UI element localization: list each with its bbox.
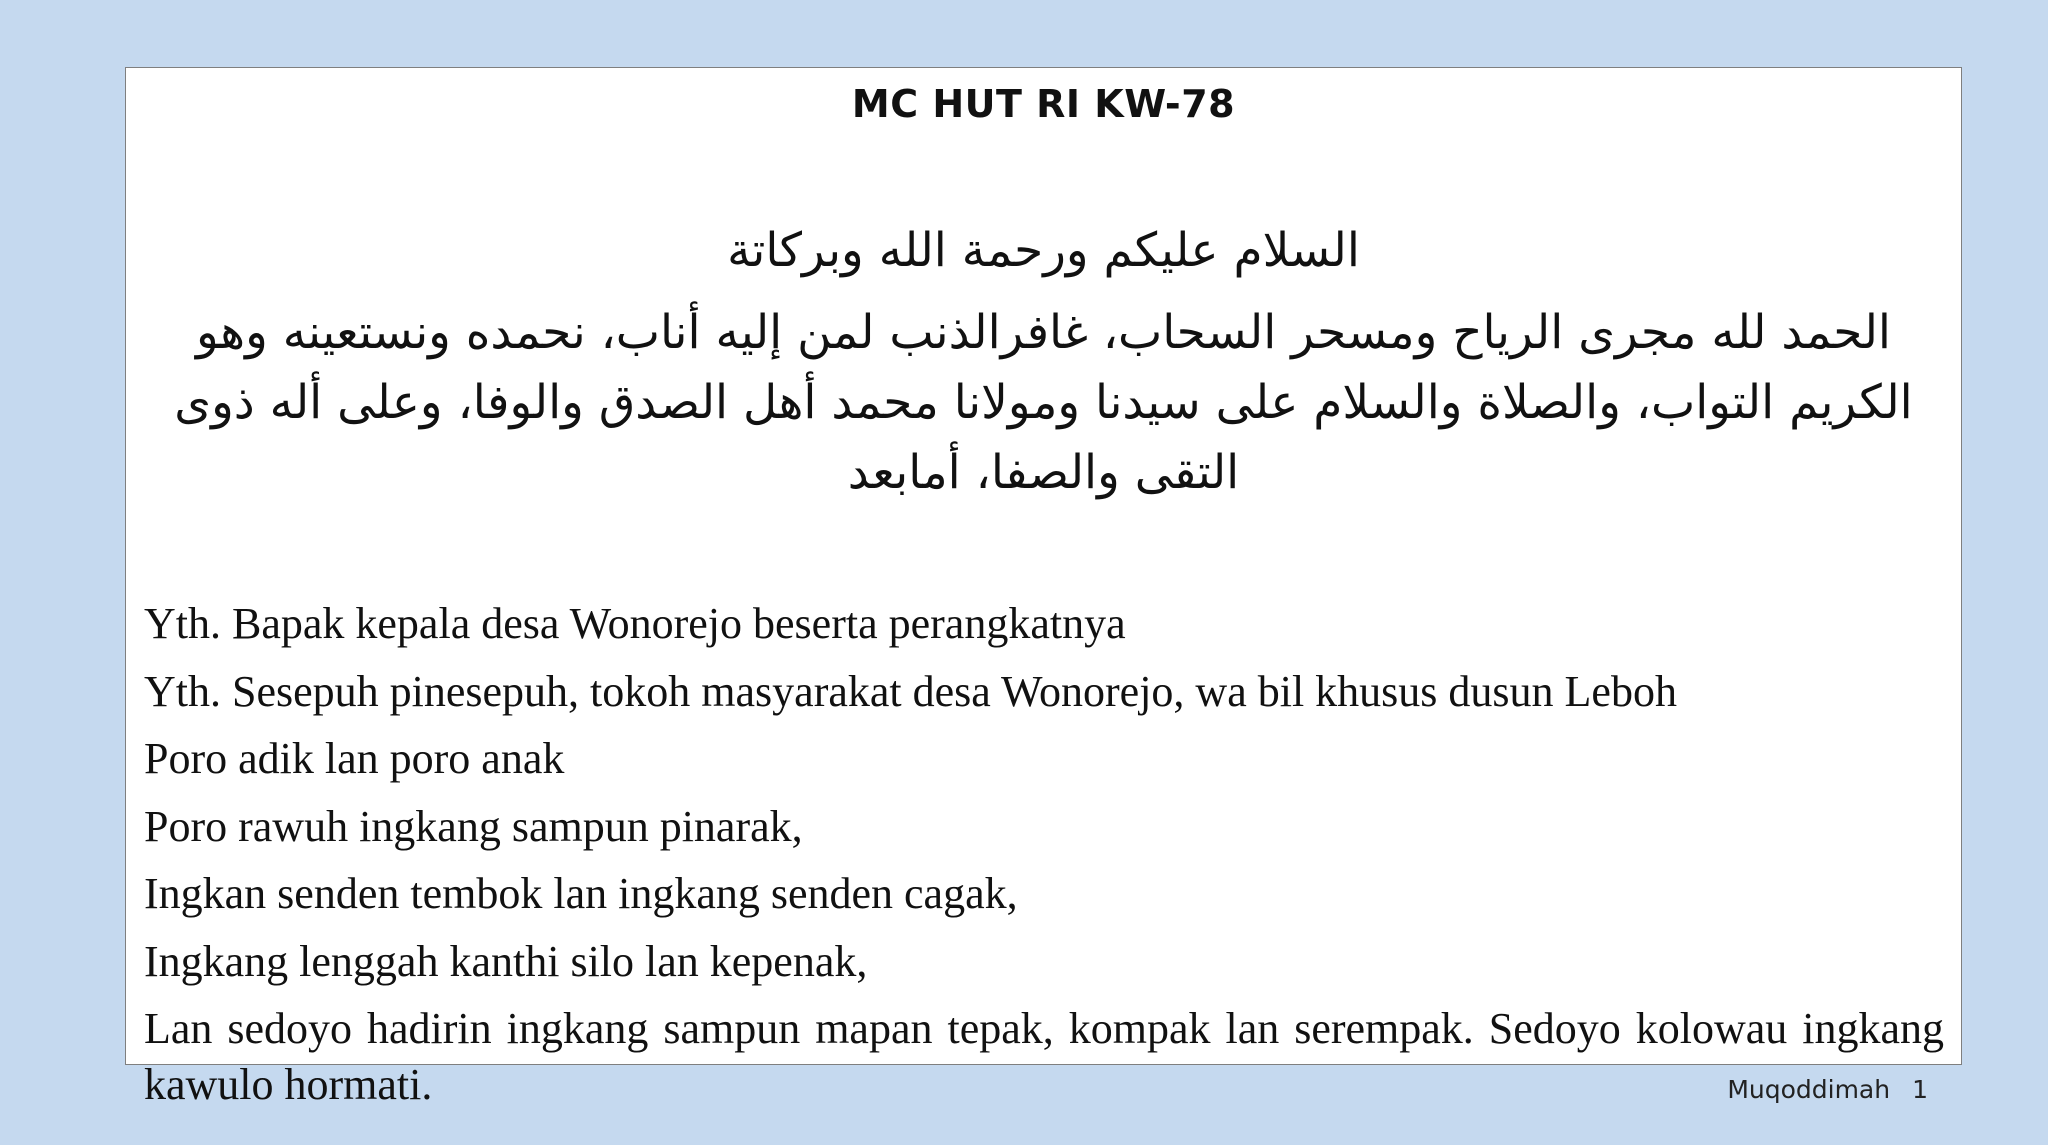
salutation-line: Ingkang lenggah kanthi silo lan kepenak, xyxy=(144,936,868,986)
salutation-line: Poro rawuh ingkang sampun pinarak, xyxy=(144,801,803,851)
closing-line: Lan sedoyo hadirin ingkang sampun mapan tepak, kompak lan serempak. Sedoyo kolowau ingkang kawulo hormati. xyxy=(144,1004,1944,1109)
slide-footer xyxy=(1727,1075,1928,1104)
salutation-list xyxy=(144,590,1944,1113)
salutation-line: Ingkan senden tembok lan ingkang senden cagak, xyxy=(144,869,1018,918)
salutation-line: Poro adik lan poro anak xyxy=(144,734,565,783)
document-title: MC HUT RI KW-78 xyxy=(851,82,1236,126)
footer-section-label: Muqoddimah xyxy=(1727,1075,1891,1104)
arabic-muqaddimah: الحمد لله مجرى الرياح ومسحر السحاب، غافرالذنب لمن إليه أناب، نحمده ونستعينه وهو الكريم التواب، والصلاة والسلام على سيدنا ومولانا محمد أهل الصدق والوفا، وعلى أله ذوى التقى والصفا، أمابعد xyxy=(174,305,1913,500)
salutation-line: Yth. Bapak kepala desa Wonorejo beserta perangkatnya xyxy=(144,599,1126,648)
arabic-greeting: السلام عليكم ورحمة الله وبركاتة xyxy=(727,223,1360,278)
page-number: 1 xyxy=(1912,1075,1928,1104)
salutation-line: Yth. Sesepuh pinesepuh, tokoh masyarakat desa Wonorejo, wa bil khusus dusun Leboh xyxy=(144,666,1677,716)
